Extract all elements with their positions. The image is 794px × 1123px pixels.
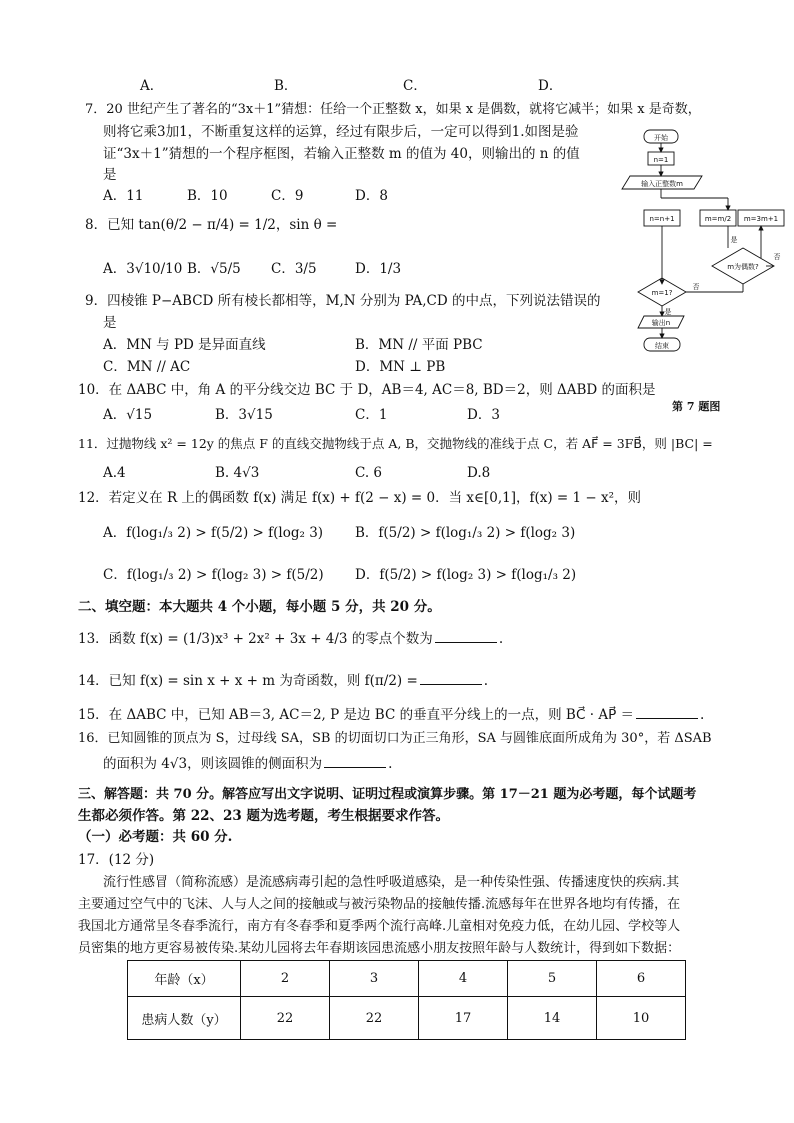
- q9-option-a: A．MN 与 PD 是异面直线: [103, 337, 266, 353]
- q9-line-1: 9．四棱锥 P−ABCD 所有棱长都相等，M,N 分别为 PA,CD 的中点，下列说法错误的: [85, 293, 601, 309]
- q13: [78, 629, 503, 648]
- section-2-heading: 二、填空题：本大题共 4 个小题，每小题 5 分，共 20 分。: [78, 599, 441, 615]
- q11-option-a: A.4: [103, 465, 126, 481]
- q11-option-c: C. 6: [355, 465, 383, 481]
- q11-stem: 11．过抛物线 x² = 12y 的焦点 F 的直线交抛物线于点 A, B，交抛物线的准线于点 C，若 AF⃗ = 3FB⃗，则 |BC| =: [78, 436, 713, 451]
- flow-triple-label: m=3m+1: [743, 215, 779, 223]
- q15-end: .: [700, 707, 705, 723]
- q7-line-2: 则将它乘3加1，不断重复这样的运算，经过有限步后，一定可以得到1.如图是验: [103, 124, 579, 140]
- flow-start-label: 开始: [654, 134, 668, 142]
- q7-option-b: B．10: [187, 188, 228, 204]
- q7-option-d: D．8: [355, 188, 388, 204]
- q6-option-d: D．: [538, 78, 563, 94]
- q8-option-a: A．3√10/10: [103, 261, 183, 277]
- table-header-count: 患病人数（y）: [128, 997, 241, 1040]
- table-cell: 4: [419, 961, 508, 997]
- q17-para-2: 主要通过空气中的飞沫、人与人之间的接触或与被污染物品的接触传播.流感每年在世界各地均有传播，在: [78, 897, 681, 912]
- flow-increment-label: n=n+1: [649, 215, 675, 223]
- q7-line-1: 7．20 世纪产生了著名的“3x＋1”猜想：任给一个正整数 x，如果 x 是偶数，就将它减半；如果 x 是奇数，: [85, 102, 701, 117]
- table-row: [128, 997, 686, 1040]
- q10-option-c: C．1: [355, 407, 388, 423]
- q10-option-a: A．√15: [103, 407, 153, 423]
- q9-option-b: B．MN // 平面 PBC: [355, 337, 483, 353]
- q15-stem: 15．在 ΔABC 中，已知 AB＝3, AC＝2, P 是边 BC 的垂直平分线上的一点，则 BC⃗ · AP⃗ ＝: [78, 707, 635, 723]
- section-3-line-1: 三、解答题：共 70 分。解答应写出文字说明、证明过程或演算步骤。第 17－21 题为必考题，每个试题考: [78, 787, 697, 802]
- q12-option-b: B．f(5/2) > f(log₁/₃ 2) > f(log₂ 3): [355, 525, 576, 541]
- q15: [78, 705, 704, 724]
- q14-end: .: [483, 673, 489, 689]
- q12-option-c: C．f(log₁/₃ 2) > f(log₂ 3) > f(5/2): [103, 567, 324, 583]
- q7-flowchart: [618, 126, 788, 358]
- q10-option-b: B．3√15: [215, 407, 273, 423]
- q11-option-b: B. 4√3: [215, 465, 260, 481]
- q16-answer-blank[interactable]: [324, 754, 386, 768]
- q8-option-c: C．3/5: [271, 261, 317, 277]
- table-cell: 14: [508, 997, 597, 1040]
- q12-stem: 12．若定义在 R 上的偶函数 f(x) 满足 f(x) + f(2 − x) = 0．当 x∈[0,1]，f(x) = 1 − x²，则: [78, 490, 642, 506]
- q9-option-d: D．MN ⊥ PB: [355, 359, 446, 375]
- q16-end: .: [388, 756, 393, 772]
- q7-line-4: 是: [103, 167, 117, 183]
- flow-yes-2: 是: [664, 308, 672, 316]
- q13-end: .: [498, 631, 504, 647]
- section-3-sub: （一）必考题：共 60 分.: [78, 829, 233, 845]
- flow-diamond-even-label: m为偶数?: [727, 263, 759, 271]
- q16-stem: 的面积为 4√3，则该圆锥的侧面积为: [103, 756, 323, 772]
- q9-option-c: C．MN // AC: [103, 359, 191, 375]
- flow-yes-1: 是: [730, 236, 738, 244]
- flow-no-2: 否: [692, 283, 700, 291]
- section-3-line-2: 生都必须作答。第 22、23 题为选考题，考生根据要求作答。: [78, 808, 449, 824]
- flowchart-caption: 第 7 题图: [672, 400, 721, 413]
- table-cell: 3: [330, 961, 419, 997]
- q9-line-2: 是: [103, 315, 117, 331]
- table-cell: 17: [419, 997, 508, 1040]
- q17-para-4: 员密集的地方更容易被传染.某幼儿园将去年春期该园患流感小朋友按照年龄与人数统计，得到如下数据：: [78, 941, 681, 956]
- q8-option-d: D．1/3: [355, 261, 402, 277]
- q16-line-2: [103, 754, 392, 773]
- q6-option-a: A．: [140, 78, 164, 94]
- table-cell: 5: [508, 961, 597, 997]
- q14: [78, 671, 488, 690]
- q14-answer-blank[interactable]: [420, 671, 482, 685]
- q12-option-d: D．f(5/2) > f(log₂ 3) > f(log₁/₃ 2): [355, 567, 577, 583]
- q10-option-d: D．3: [467, 407, 500, 423]
- q8-option-b: B．√5/5: [187, 261, 241, 277]
- q16-line-1: 16．已知圆锥的顶点为 S，过母线 SA，SB 的切面切口为正三角形，SA 与圆锥底面所成角为 30°，若 ΔSAB: [78, 731, 712, 746]
- q7-option-a: A．11: [103, 188, 144, 204]
- q6-option-b: B．: [274, 78, 298, 94]
- table-header-age: 年龄（x）: [128, 961, 241, 997]
- table-cell: 6: [597, 961, 686, 997]
- q17-para-3: 我国北方通常呈冬春季流行，南方有冬春季和夏季两个流行高峰.儿童相对免疫力低，在幼儿园、学校等人: [78, 919, 681, 934]
- flow-input-label: 输入正整数m: [641, 180, 683, 188]
- table-cell: 22: [241, 997, 330, 1040]
- q17-para-1: 流行性感冒（简称流感）是流感病毒引起的急性呼吸道感染，是一种传染性强、传播速度快的疾病.其: [103, 875, 680, 890]
- table-cell: 2: [241, 961, 330, 997]
- flow-output-label: 输出n: [651, 319, 671, 327]
- q10-stem: 10．在 ΔABC 中，角 A 的平分线交边 BC 于 D，AB＝4, AC＝8, BD＝2，则 ΔABD 的面积是: [78, 382, 656, 398]
- flow-no-1: 否: [773, 253, 781, 261]
- q13-stem: 13．函数 f(x) = (1/3)x³ + 2x² + 3x + 4/3 的零点个数为: [78, 631, 433, 647]
- flow-init-label: n=1: [653, 156, 669, 164]
- q17-head: 17．(12 分): [78, 852, 155, 868]
- flow-end-label: 结束: [655, 342, 669, 350]
- q6-option-c: C．: [403, 78, 427, 94]
- table-cell: 22: [330, 997, 419, 1040]
- table-cell: 10: [597, 997, 686, 1040]
- q14-stem: 14．已知 f(x) = sin x + x + m 为奇函数，则 f(π/2) =: [78, 673, 418, 689]
- flow-diamond-one-label: m=1?: [651, 289, 673, 297]
- table-row: [128, 961, 686, 997]
- q7-line-3: 证“3x＋1”猜想的一个程序框图，若输入正整数 m 的值为 40，则输出的 n 的值: [103, 146, 580, 162]
- q13-answer-blank[interactable]: [435, 629, 497, 643]
- q7-option-c: C．9: [271, 188, 304, 204]
- q12-option-a: A．f(log₁/₃ 2) > f(5/2) > f(log₂ 3): [103, 525, 324, 541]
- q15-answer-blank[interactable]: [636, 705, 698, 719]
- q8-stem: 8．已知 tan(θ/2 − π/4) = 1/2，sin θ =: [85, 217, 338, 233]
- q17-data-table: [127, 960, 686, 1040]
- q11-option-d: D.8: [467, 465, 491, 481]
- flow-half-label: m=m/2: [704, 215, 732, 223]
